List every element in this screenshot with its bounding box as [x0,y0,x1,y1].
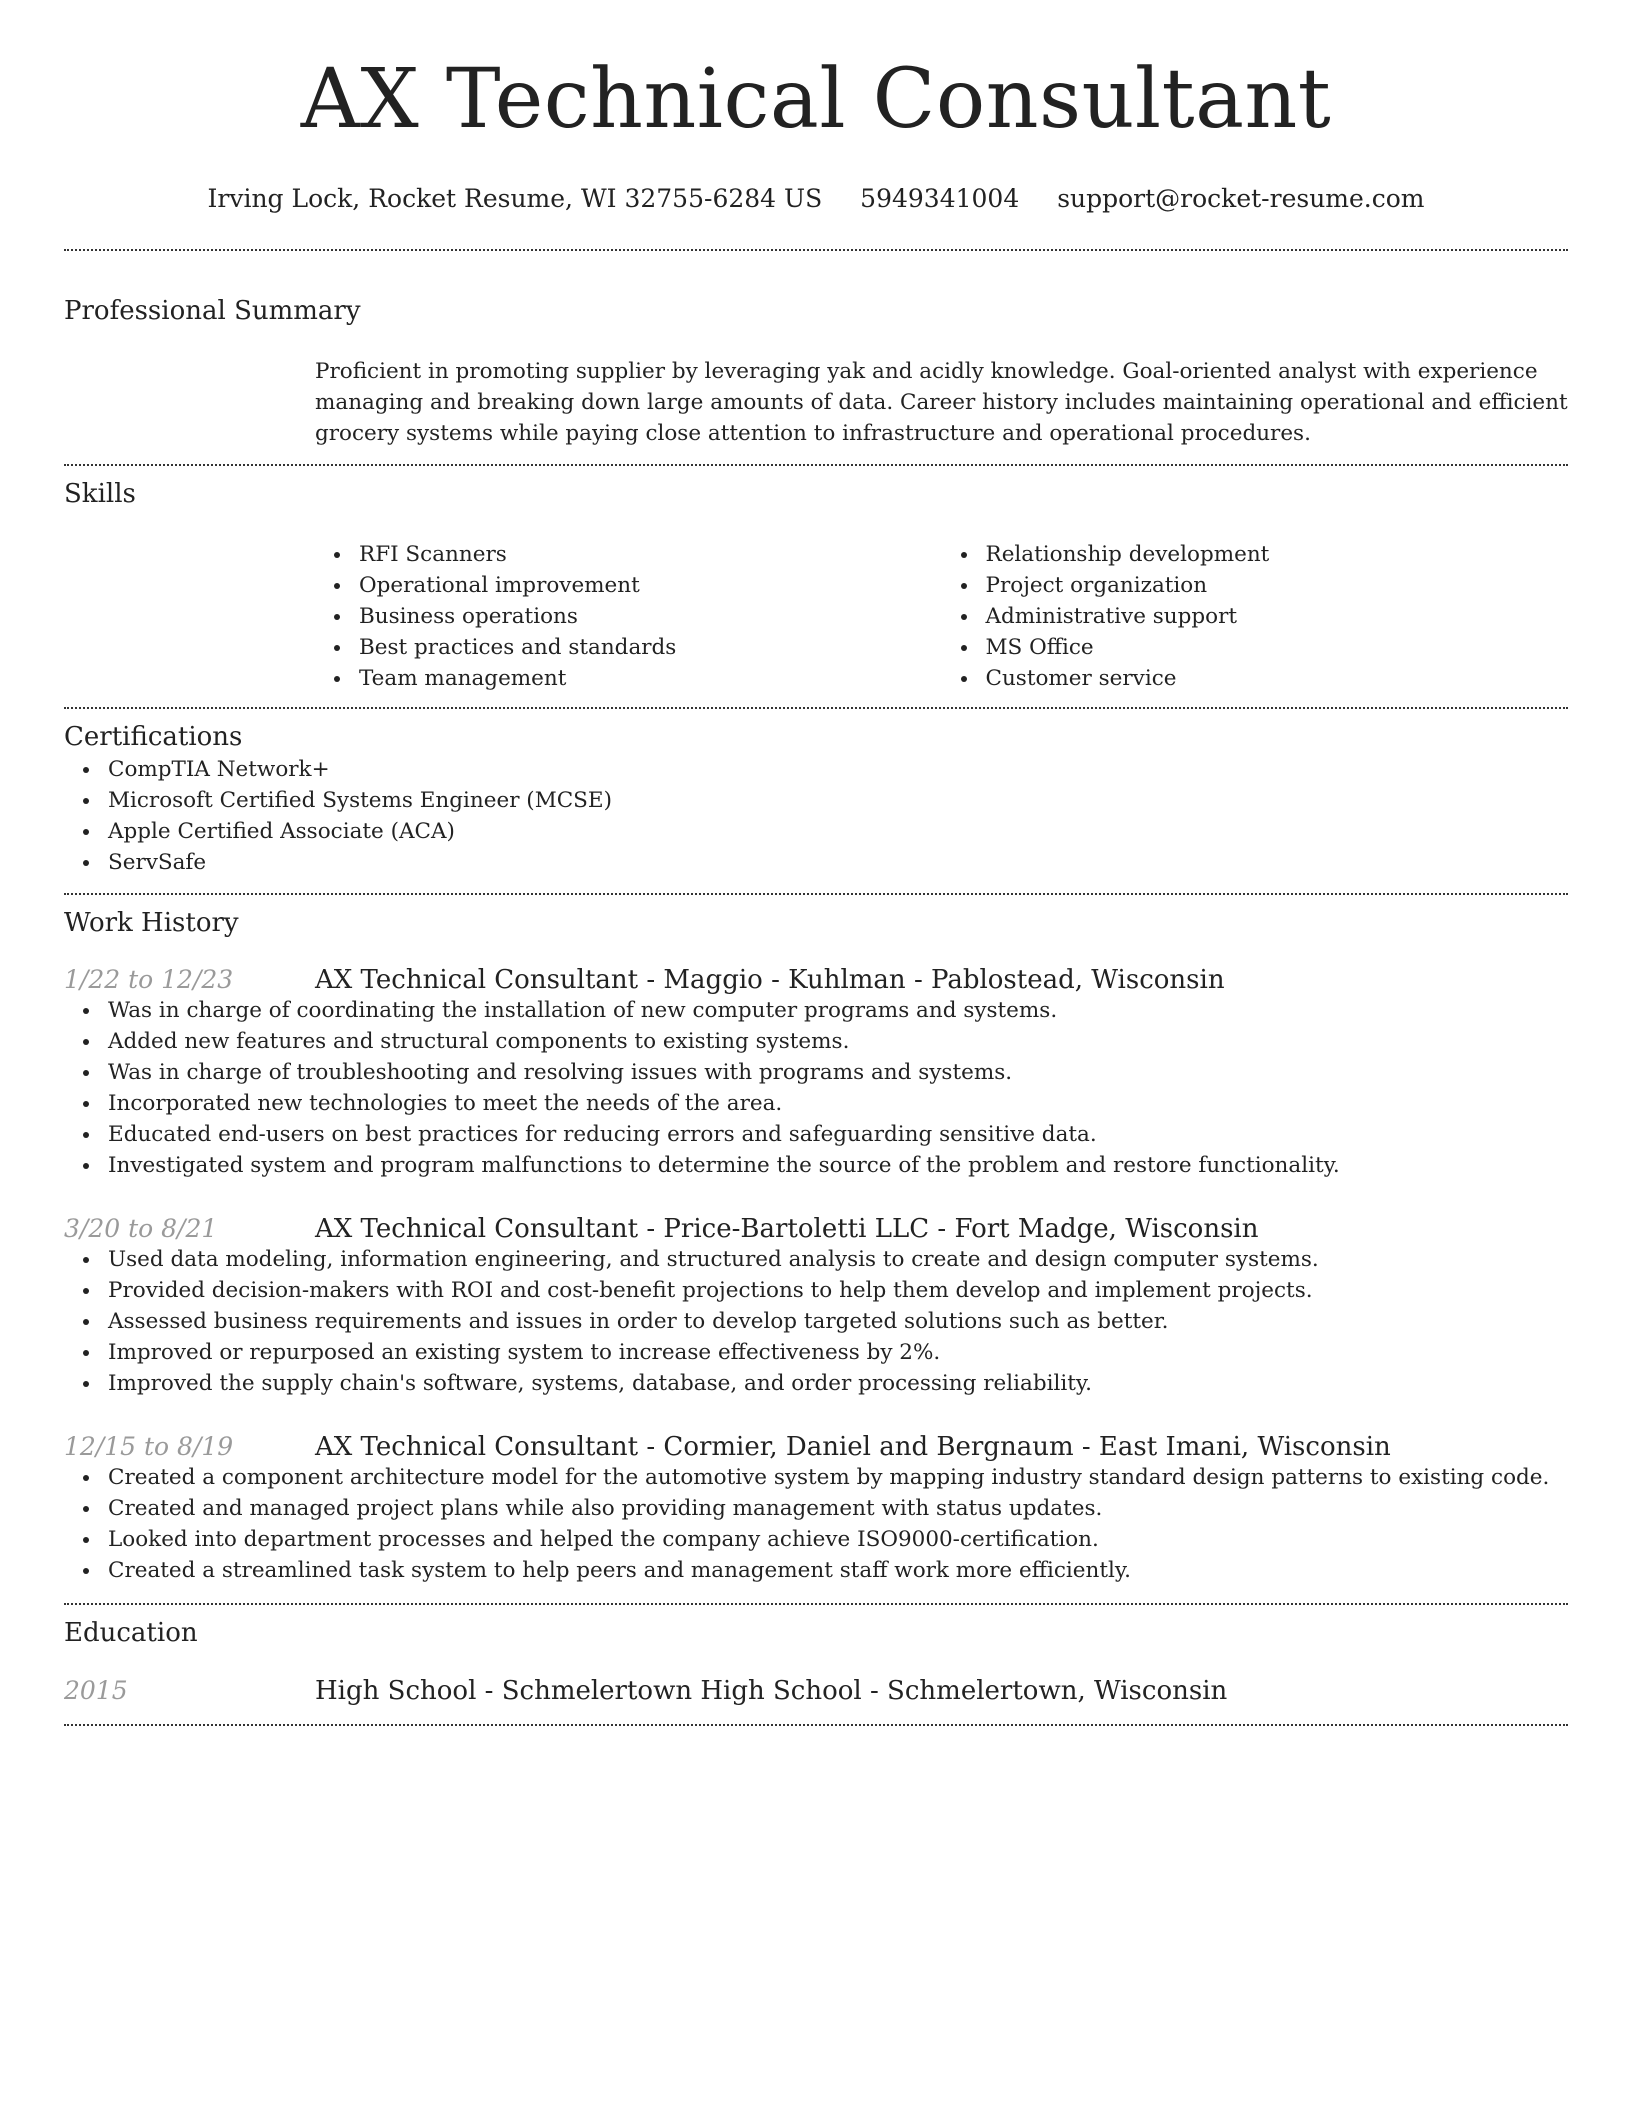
skill-item: Team management [359,663,942,694]
section-divider [64,249,1568,251]
education-dates: 2015 [64,1676,128,1705]
job-dates: 1/22 to 12/23 [64,965,234,994]
job-bullets [64,995,1568,1181]
job-dates: 12/15 to 8/19 [64,1432,234,1461]
contact-email: support@rocket-resume.com [1057,184,1425,213]
job-bullet: Added new features and structural components to existing systems. [108,1026,1568,1057]
job-entry [64,965,1568,995]
resume-name: AX Technical Consultant [300,52,1332,147]
skill-item: Business operations [359,601,942,632]
skill-item: Customer service [986,663,1569,694]
contact-address: Irving Lock, Rocket Resume, WI 32755-6284 US [207,184,823,213]
certifications-heading: Certifications [64,722,243,752]
skills-list-left [315,539,942,694]
skill-item: RFI Scanners [359,539,942,570]
contact-line [64,182,1568,216]
job-entry [64,1432,1568,1462]
job-headline: AX Technical Consultant - Cormier, Daniel and Bergnaum - East Imani, Wisconsin [315,1432,1391,1462]
section-divider [64,1603,1568,1605]
job-dates: 3/20 to 8/21 [64,1214,218,1243]
job-bullet: Assessed business requirements and issues in order to develop targeted solutions such as better. [108,1306,1568,1337]
job-bullet: Provided decision-makers with ROI and cost-benefit projections to help them develop and implement projects. [108,1275,1568,1306]
job-bullets [64,1244,1568,1399]
skill-item: MS Office [986,632,1569,663]
education-headline: High School - Schmelertown High School - Schmelertown, Wisconsin [315,1676,1228,1706]
job-bullet: Incorporated new technologies to meet the needs of the area. [108,1088,1568,1119]
skill-item: Relationship development [986,539,1569,570]
job-bullet: Created and managed project plans while also providing management with status updates. [108,1493,1568,1524]
job-bullet: Improved or repurposed an existing system to increase effectiveness by 2%. [108,1337,1568,1368]
certification-item: CompTIA Network+ [108,754,1568,785]
job-bullets [64,1462,1568,1586]
job-bullet: Looked into department processes and helped the company achieve ISO9000-certification. [108,1524,1568,1555]
job-bullet: Was in charge of troubleshooting and resolving issues with programs and systems. [108,1057,1568,1088]
job-headline: AX Technical Consultant - Maggio - Kuhlman - Pablostead, Wisconsin [315,965,1225,995]
section-divider [64,1724,1568,1726]
section-divider [64,893,1568,895]
certifications-list [64,754,1568,878]
summary-heading: Professional Summary [64,296,361,326]
contact-phone: 5949341004 [860,184,1020,213]
section-divider [64,707,1568,709]
education-entry [64,1676,1568,1706]
work-history-heading: Work History [64,908,239,938]
certification-item: Microsoft Certified Systems Engineer (MCSE) [108,785,1568,816]
job-bullet: Created a streamlined task system to help peers and management staff work more efficiently. [108,1555,1568,1586]
certification-item: ServSafe [108,847,1568,878]
skills-columns [315,539,1568,694]
certification-item: Apple Certified Associate (ACA) [108,816,1568,847]
job-bullet: Improved the supply chain's software, systems, database, and order processing reliability. [108,1368,1568,1399]
job-bullet: Used data modeling, information engineering, and structured analysis to create and design computer systems. [108,1244,1568,1275]
skill-item: Administrative support [986,601,1569,632]
job-bullet: Was in charge of coordinating the installation of new computer programs and systems. [108,995,1568,1026]
job-bullet: Investigated system and program malfunctions to determine the source of the problem and restore functionality. [108,1150,1568,1181]
job-bullet: Created a component architecture model for the automotive system by mapping industry standard design patterns to existing code. [108,1462,1568,1493]
job-headline: AX Technical Consultant - Price-Bartoletti LLC - Fort Madge, Wisconsin [315,1214,1259,1244]
skill-item: Best practices and standards [359,632,942,663]
summary-text: Proficient in promoting supplier by leveraging yak and acidly knowledge. Goal-oriented analyst with experience managing and breaking down large amounts of data. Career history includes maintaining operational and efficient grocery systems while paying close attention to infrastructure and operational procedures. [315,359,1568,446]
job-bullet: Educated end-users on best practices for reducing errors and safeguarding sensitive data. [108,1119,1568,1150]
skill-item: Project organization [986,570,1569,601]
skill-item: Operational improvement [359,570,942,601]
skills-list-right [942,539,1569,694]
skills-heading: Skills [64,479,136,509]
job-entry [64,1214,1568,1244]
section-divider [64,464,1568,466]
education-heading: Education [64,1618,198,1648]
